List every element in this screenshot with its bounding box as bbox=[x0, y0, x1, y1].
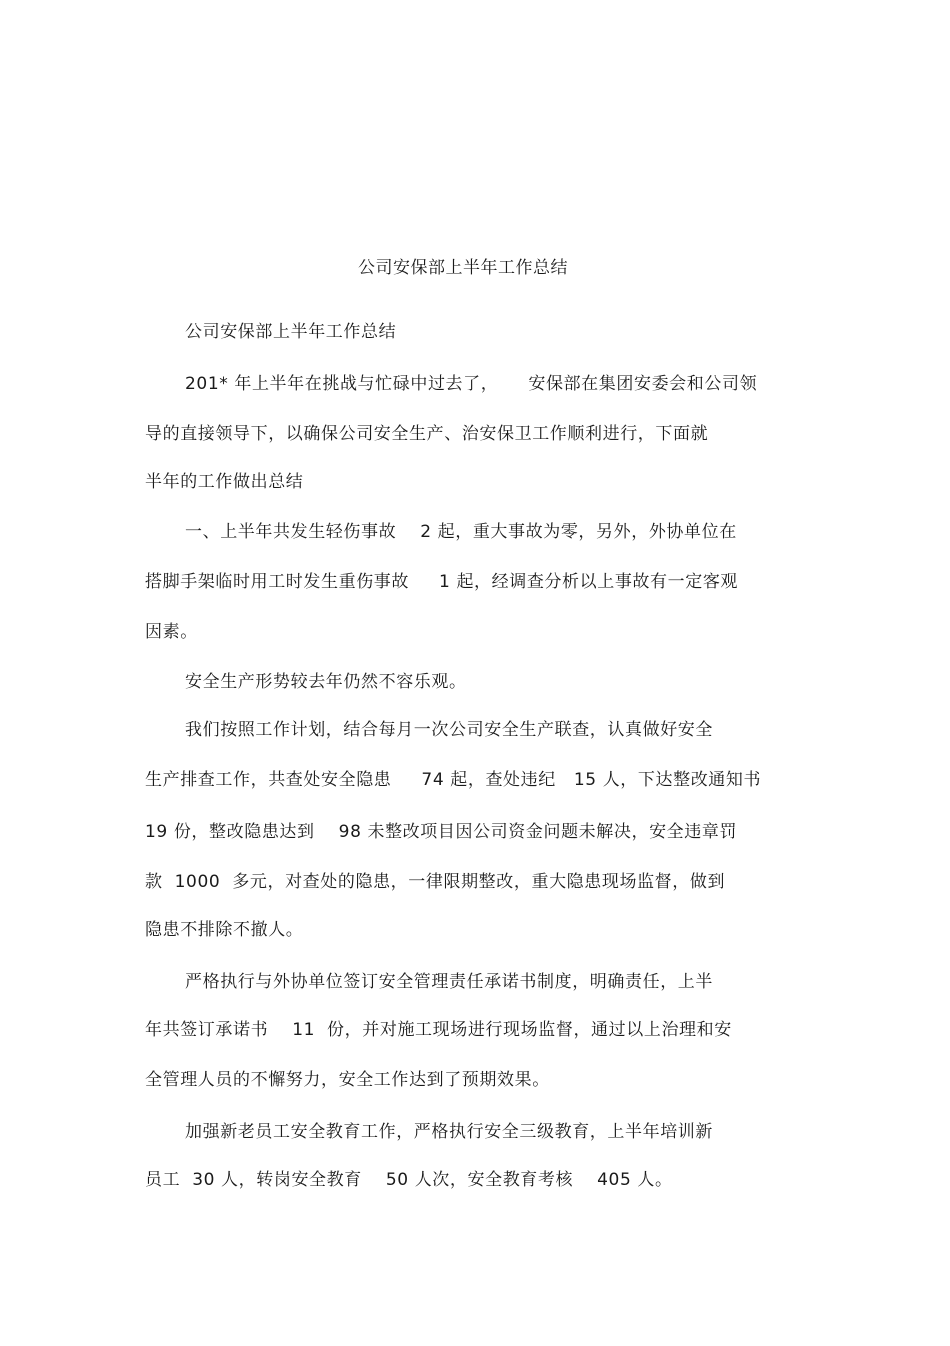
paragraph-line: 年共签订承诺书 11 份，并对施工现场进行现场监督，通过以上治理和安 bbox=[145, 1020, 732, 1040]
paragraph-line: 一、上半年共发生轻伤事故 2 起，重大事故为零，另外，外协单位在 bbox=[185, 522, 737, 542]
paragraph-line: 安全生产形势较去年仍然不容乐观。 bbox=[185, 672, 467, 692]
paragraph-line: 生产排查工作，共查处安全隐患 74 起，查处违纪 15 人，下达整改通知书 bbox=[145, 770, 762, 790]
paragraph-line: 严格执行与外协单位签订安全管理责任承诺书制度，明确责任，上半 bbox=[185, 972, 713, 992]
paragraph-line: 全管理人员的不懈努力，安全工作达到了预期效果。 bbox=[145, 1070, 550, 1090]
paragraph-line: 隐患不排除不撤人。 bbox=[145, 920, 304, 940]
paragraph-line: 半年的工作做出总结 bbox=[145, 472, 304, 492]
paragraph-line: 搭脚手架临时用工时发生重伤事故 1 起，经调查分析以上事故有一定客观 bbox=[145, 572, 739, 592]
paragraph-line: 加强新老员工安全教育工作，严格执行安全三级教育，上半年培训新 bbox=[185, 1122, 713, 1142]
paragraph-line: 因素。 bbox=[145, 622, 198, 642]
subtitle-line: 公司安保部上半年工作总结 bbox=[185, 322, 397, 342]
document-title: 公司安保部上半年工作总结 bbox=[358, 258, 568, 278]
paragraph-line: 201* 年上半年在挑战与忙碌中过去了， 安保部在集团安委会和公司领 bbox=[185, 374, 758, 394]
paragraph-line: 19 份，整改隐患达到 98 未整改项目因公司资金问题未解决，安全违章罚 bbox=[145, 822, 738, 842]
paragraph-line: 员工 30 人，转岗安全教育 50 人次，安全教育考核 405 人。 bbox=[145, 1170, 673, 1190]
paragraph-line: 款 1000 多元，对查处的隐患，一律限期整改，重大隐患现场监督，做到 bbox=[145, 872, 726, 892]
paragraph-line: 我们按照工作计划，结合每月一次公司安全生产联查，认真做好安全 bbox=[185, 720, 713, 740]
paragraph-line: 导的直接领导下，以确保公司安全生产、治安保卫工作顺利进行，下面就 bbox=[145, 424, 709, 444]
